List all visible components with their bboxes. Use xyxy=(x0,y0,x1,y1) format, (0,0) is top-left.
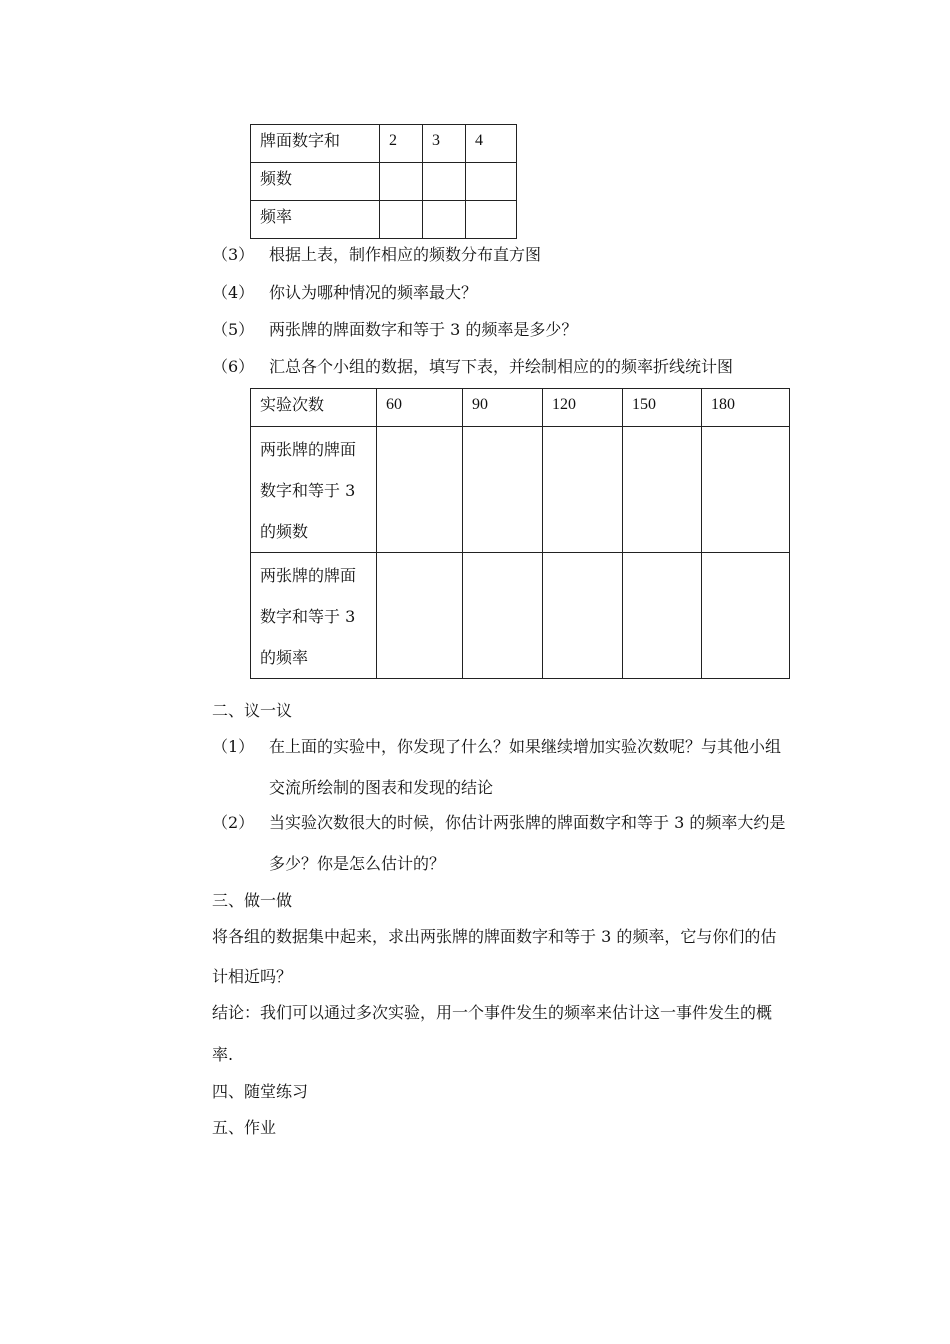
question-number: （3） xyxy=(212,245,255,264)
question-text: 在上面的实验中，你发现了什么？如果继续增加实验次数呢？与其他小组 xyxy=(269,737,782,756)
question-number: （2） xyxy=(212,813,255,832)
table-cell[interactable] xyxy=(466,163,517,201)
paragraph: 将各组的数据集中起来，求出两张牌的牌面数字和等于 3 的频率，它与你们的估 xyxy=(212,927,777,946)
table-header-cell: 2 xyxy=(380,125,423,163)
table-header-cell: 4 xyxy=(466,125,517,163)
question-text-continued: 多少？你是怎么估计的？ xyxy=(269,854,446,873)
table-row-label: 频率 xyxy=(251,201,380,239)
table-cell[interactable] xyxy=(702,427,790,553)
table-cell[interactable] xyxy=(463,427,543,553)
experiment-table xyxy=(250,388,790,679)
table-cell[interactable] xyxy=(423,201,466,239)
table-cell[interactable] xyxy=(377,553,463,679)
question-number: （6） xyxy=(212,357,255,376)
table-header-cell: 180 xyxy=(702,389,790,427)
question-number: （4） xyxy=(212,283,255,302)
question-number: （5） xyxy=(212,320,255,339)
table-cell[interactable] xyxy=(380,201,423,239)
conclusion-continued: 率. xyxy=(212,1045,234,1064)
table-header-cell: 牌面数字和 xyxy=(251,125,380,163)
question-text: 汇总各个小组的数据，填写下表，并绘制相应的的频率折线统计图 xyxy=(269,357,734,376)
table-header-cell: 60 xyxy=(377,389,463,427)
table-header-cell: 90 xyxy=(463,389,543,427)
table-row-label: 两张牌的牌面 数字和等于 3 的频率 xyxy=(251,553,377,679)
question-text: 你认为哪种情况的频率最大？ xyxy=(269,283,478,302)
table-cell[interactable] xyxy=(380,163,423,201)
question-text: 两张牌的牌面数字和等于 3 的频率是多少？ xyxy=(269,320,578,339)
table-cell[interactable] xyxy=(623,553,702,679)
table-cell[interactable] xyxy=(423,163,466,201)
question-number: （1） xyxy=(212,737,255,756)
section-heading: 三、做一做 xyxy=(212,891,293,910)
frequency-table-small xyxy=(250,124,517,239)
section-heading: 四、随堂练习 xyxy=(212,1082,309,1101)
table-cell[interactable] xyxy=(702,553,790,679)
table-cell[interactable] xyxy=(543,553,623,679)
table-cell[interactable] xyxy=(466,201,517,239)
conclusion: 结论：我们可以通过多次实验，用一个事件发生的频率来估计这一事件发生的概 xyxy=(212,1003,773,1022)
question-text: 当实验次数很大的时候，你估计两张牌的牌面数字和等于 3 的频率大约是 xyxy=(269,813,786,832)
table-cell[interactable] xyxy=(623,427,702,553)
table-cell[interactable] xyxy=(377,427,463,553)
question-text-continued: 交流所绘制的图表和发现的结论 xyxy=(269,778,494,797)
table-header-cell: 实验次数 xyxy=(251,389,377,427)
table-header-cell: 150 xyxy=(623,389,702,427)
table-cell[interactable] xyxy=(543,427,623,553)
table-header-cell: 120 xyxy=(543,389,623,427)
table-row-label: 两张牌的牌面 数字和等于 3 的频数 xyxy=(251,427,377,553)
table-row-label: 频数 xyxy=(251,163,380,201)
question-text: 根据上表，制作相应的频数分布直方图 xyxy=(269,245,542,264)
table-header-cell: 3 xyxy=(423,125,466,163)
section-heading: 五、作业 xyxy=(212,1118,277,1137)
paragraph-continued: 计相近吗？ xyxy=(212,967,293,986)
section-heading: 二、议一议 xyxy=(212,701,293,720)
table-cell[interactable] xyxy=(463,553,543,679)
